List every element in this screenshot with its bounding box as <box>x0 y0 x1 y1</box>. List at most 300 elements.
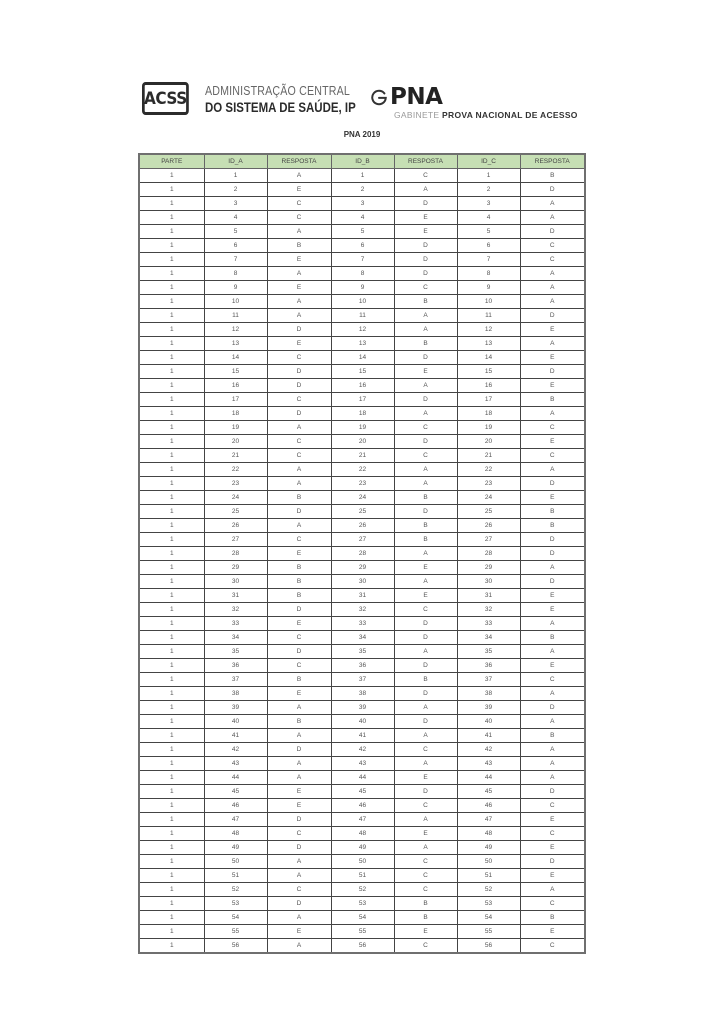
id-a-cell: 23 <box>204 477 267 491</box>
table-row <box>139 673 585 687</box>
resposta-a-cell: C <box>267 351 331 365</box>
id-a-cell: 45 <box>204 785 267 799</box>
table-row <box>139 687 585 701</box>
parte-cell: 1 <box>139 547 204 561</box>
resposta-a-cell: B <box>267 673 331 687</box>
parte-cell: 1 <box>139 295 204 309</box>
parte-cell: 1 <box>139 491 204 505</box>
resposta-c-cell: D <box>520 183 585 197</box>
id-b-cell: 30 <box>331 575 394 589</box>
resposta-b-cell: A <box>394 757 457 771</box>
parte-cell: 1 <box>139 421 204 435</box>
id-c-cell: 35 <box>457 645 520 659</box>
id-a-cell: 40 <box>204 715 267 729</box>
id-a-cell: 48 <box>204 827 267 841</box>
id-a-cell: 42 <box>204 743 267 757</box>
resposta-b-cell: A <box>394 477 457 491</box>
id-a-cell: 29 <box>204 561 267 575</box>
resposta-c-cell: E <box>520 603 585 617</box>
id-c-cell: 56 <box>457 939 520 954</box>
id-a-cell: 44 <box>204 771 267 785</box>
resposta-c-cell: D <box>520 855 585 869</box>
resposta-b-cell: C <box>394 603 457 617</box>
resposta-c-cell: A <box>520 407 585 421</box>
id-b-cell: 23 <box>331 477 394 491</box>
resposta-c-cell: D <box>520 575 585 589</box>
resposta-b-cell: C <box>394 855 457 869</box>
id-a-cell: 1 <box>204 169 267 183</box>
id-c-cell: 48 <box>457 827 520 841</box>
parte-cell: 1 <box>139 561 204 575</box>
id-a-cell: 10 <box>204 295 267 309</box>
resposta-b-cell: D <box>394 253 457 267</box>
id-c-cell: 27 <box>457 533 520 547</box>
resposta-c-cell: E <box>520 841 585 855</box>
acss-logo-mark: ACSS <box>142 82 189 115</box>
id-a-cell: 2 <box>204 183 267 197</box>
id-b-cell: 32 <box>331 603 394 617</box>
id-a-cell: 21 <box>204 449 267 463</box>
resposta-b-cell: E <box>394 925 457 939</box>
id-b-cell: 44 <box>331 771 394 785</box>
id-b-cell: 14 <box>331 351 394 365</box>
table-row <box>139 351 585 365</box>
id-c-cell: 5 <box>457 225 520 239</box>
id-a-cell: 4 <box>204 211 267 225</box>
resposta-b-cell: A <box>394 379 457 393</box>
id-a-cell: 3 <box>204 197 267 211</box>
resposta-c-cell: A <box>520 267 585 281</box>
id-c-cell: 12 <box>457 323 520 337</box>
id-b-cell: 42 <box>331 743 394 757</box>
resposta-c-cell: A <box>520 687 585 701</box>
table-row <box>139 533 585 547</box>
id-b-cell: 7 <box>331 253 394 267</box>
id-b-cell: 49 <box>331 841 394 855</box>
id-c-cell: 21 <box>457 449 520 463</box>
resposta-b-cell: A <box>394 309 457 323</box>
resposta-c-cell: A <box>520 281 585 295</box>
id-c-cell: 47 <box>457 813 520 827</box>
pna-logo-word: PNA <box>390 84 443 110</box>
id-a-cell: 55 <box>204 925 267 939</box>
resposta-b-cell: D <box>394 505 457 519</box>
id-a-cell: 6 <box>204 239 267 253</box>
id-b-cell: 16 <box>331 379 394 393</box>
resposta-b-cell: E <box>394 827 457 841</box>
resposta-c-cell: A <box>520 645 585 659</box>
resposta-b-cell: D <box>394 785 457 799</box>
resposta-b-cell: E <box>394 225 457 239</box>
table-row <box>139 253 585 267</box>
id-a-cell: 33 <box>204 617 267 631</box>
resposta-b-cell: D <box>394 659 457 673</box>
resposta-a-cell: D <box>267 897 331 911</box>
parte-cell: 1 <box>139 799 204 813</box>
parte-cell: 1 <box>139 939 204 954</box>
resposta-a-cell: D <box>267 841 331 855</box>
table-row <box>139 337 585 351</box>
id-c-cell: 23 <box>457 477 520 491</box>
resposta-c-cell: C <box>520 799 585 813</box>
parte-cell: 1 <box>139 533 204 547</box>
resposta-c-cell: E <box>520 813 585 827</box>
resposta-a-cell: E <box>267 337 331 351</box>
table-row <box>139 477 585 491</box>
table-row <box>139 547 585 561</box>
parte-cell: 1 <box>139 505 204 519</box>
column-header-id-c: ID_C <box>457 154 520 169</box>
parte-cell: 1 <box>139 659 204 673</box>
acss-logo-text <box>205 84 356 114</box>
id-a-cell: 22 <box>204 463 267 477</box>
resposta-b-cell: D <box>394 239 457 253</box>
id-c-cell: 28 <box>457 547 520 561</box>
parte-cell: 1 <box>139 519 204 533</box>
resposta-b-cell: C <box>394 743 457 757</box>
resposta-b-cell: D <box>394 687 457 701</box>
id-b-cell: 39 <box>331 701 394 715</box>
id-c-cell: 19 <box>457 421 520 435</box>
resposta-c-cell: A <box>520 883 585 897</box>
id-c-cell: 8 <box>457 267 520 281</box>
table-row <box>139 323 585 337</box>
resposta-b-cell: C <box>394 939 457 954</box>
resposta-b-cell: B <box>394 491 457 505</box>
resposta-c-cell: E <box>520 659 585 673</box>
table-row <box>139 169 585 183</box>
table-body <box>139 169 585 954</box>
id-a-cell: 49 <box>204 841 267 855</box>
resposta-b-cell: C <box>394 883 457 897</box>
resposta-c-cell: A <box>520 211 585 225</box>
table-row <box>139 309 585 323</box>
resposta-c-cell: C <box>520 673 585 687</box>
parte-cell: 1 <box>139 897 204 911</box>
parte-cell: 1 <box>139 267 204 281</box>
resposta-a-cell: D <box>267 813 331 827</box>
resposta-c-cell: B <box>520 393 585 407</box>
id-a-cell: 18 <box>204 407 267 421</box>
resposta-c-cell: A <box>520 463 585 477</box>
resposta-c-cell: A <box>520 757 585 771</box>
resposta-c-cell: C <box>520 827 585 841</box>
id-b-cell: 11 <box>331 309 394 323</box>
id-c-cell: 10 <box>457 295 520 309</box>
resposta-a-cell: E <box>267 183 331 197</box>
parte-cell: 1 <box>139 197 204 211</box>
table-row <box>139 225 585 239</box>
resposta-c-cell: D <box>520 477 585 491</box>
resposta-c-cell: C <box>520 939 585 954</box>
parte-cell: 1 <box>139 589 204 603</box>
id-b-cell: 5 <box>331 225 394 239</box>
resposta-b-cell: E <box>394 561 457 575</box>
resposta-b-cell: D <box>394 393 457 407</box>
table-row <box>139 631 585 645</box>
id-c-cell: 11 <box>457 309 520 323</box>
resposta-c-cell: A <box>520 771 585 785</box>
id-b-cell: 28 <box>331 547 394 561</box>
id-b-cell: 27 <box>331 533 394 547</box>
id-c-cell: 37 <box>457 673 520 687</box>
resposta-a-cell: A <box>267 701 331 715</box>
id-c-cell: 17 <box>457 393 520 407</box>
resposta-c-cell: E <box>520 589 585 603</box>
resposta-a-cell: E <box>267 547 331 561</box>
id-b-cell: 3 <box>331 197 394 211</box>
resposta-c-cell: A <box>520 561 585 575</box>
id-c-cell: 16 <box>457 379 520 393</box>
resposta-c-cell: D <box>520 785 585 799</box>
resposta-b-cell: A <box>394 813 457 827</box>
parte-cell: 1 <box>139 869 204 883</box>
id-a-cell: 46 <box>204 799 267 813</box>
id-a-cell: 12 <box>204 323 267 337</box>
resposta-a-cell: D <box>267 505 331 519</box>
resposta-a-cell: A <box>267 169 331 183</box>
id-c-cell: 30 <box>457 575 520 589</box>
table-row <box>139 295 585 309</box>
table-row <box>139 505 585 519</box>
parte-cell: 1 <box>139 911 204 925</box>
resposta-a-cell: A <box>267 309 331 323</box>
resposta-a-cell: E <box>267 925 331 939</box>
id-b-cell: 20 <box>331 435 394 449</box>
id-a-cell: 35 <box>204 645 267 659</box>
column-header-id-a: ID_A <box>204 154 267 169</box>
id-b-cell: 55 <box>331 925 394 939</box>
id-a-cell: 51 <box>204 869 267 883</box>
id-c-cell: 34 <box>457 631 520 645</box>
id-c-cell: 2 <box>457 183 520 197</box>
table-row <box>139 855 585 869</box>
parte-cell: 1 <box>139 771 204 785</box>
resposta-c-cell: E <box>520 323 585 337</box>
resposta-c-cell: B <box>520 911 585 925</box>
resposta-c-cell: E <box>520 351 585 365</box>
resposta-b-cell: E <box>394 211 457 225</box>
id-a-cell: 24 <box>204 491 267 505</box>
id-b-cell: 19 <box>331 421 394 435</box>
id-b-cell: 52 <box>331 883 394 897</box>
resposta-b-cell: B <box>394 673 457 687</box>
table-row <box>139 393 585 407</box>
id-a-cell: 54 <box>204 911 267 925</box>
pna-g-icon <box>370 88 388 106</box>
parte-cell: 1 <box>139 603 204 617</box>
id-c-cell: 45 <box>457 785 520 799</box>
id-c-cell: 44 <box>457 771 520 785</box>
id-a-cell: 47 <box>204 813 267 827</box>
table-row <box>139 743 585 757</box>
column-header-resposta-b: RESPOSTA <box>394 154 457 169</box>
id-b-cell: 22 <box>331 463 394 477</box>
resposta-c-cell: C <box>520 421 585 435</box>
id-b-cell: 48 <box>331 827 394 841</box>
id-b-cell: 18 <box>331 407 394 421</box>
resposta-b-cell: A <box>394 645 457 659</box>
resposta-b-cell: C <box>394 421 457 435</box>
parte-cell: 1 <box>139 225 204 239</box>
table-row <box>139 575 585 589</box>
id-c-cell: 39 <box>457 701 520 715</box>
parte-cell: 1 <box>139 463 204 477</box>
resposta-b-cell: D <box>394 351 457 365</box>
resposta-a-cell: A <box>267 225 331 239</box>
table-row <box>139 435 585 449</box>
resposta-b-cell: A <box>394 547 457 561</box>
resposta-b-cell: D <box>394 617 457 631</box>
resposta-c-cell: B <box>520 631 585 645</box>
resposta-a-cell: D <box>267 743 331 757</box>
id-a-cell: 27 <box>204 533 267 547</box>
table-row <box>139 883 585 897</box>
id-b-cell: 47 <box>331 813 394 827</box>
resposta-c-cell: E <box>520 925 585 939</box>
id-b-cell: 34 <box>331 631 394 645</box>
resposta-a-cell: C <box>267 533 331 547</box>
id-a-cell: 15 <box>204 365 267 379</box>
parte-cell: 1 <box>139 855 204 869</box>
resposta-c-cell: A <box>520 617 585 631</box>
id-b-cell: 50 <box>331 855 394 869</box>
id-a-cell: 37 <box>204 673 267 687</box>
resposta-c-cell: B <box>520 505 585 519</box>
resposta-c-cell: B <box>520 729 585 743</box>
resposta-b-cell: C <box>394 799 457 813</box>
id-c-cell: 7 <box>457 253 520 267</box>
resposta-a-cell: C <box>267 197 331 211</box>
resposta-a-cell: D <box>267 323 331 337</box>
table-row <box>139 617 585 631</box>
id-c-cell: 32 <box>457 603 520 617</box>
resposta-c-cell: C <box>520 239 585 253</box>
resposta-a-cell: E <box>267 785 331 799</box>
id-a-cell: 25 <box>204 505 267 519</box>
table-row <box>139 911 585 925</box>
id-b-cell: 45 <box>331 785 394 799</box>
resposta-b-cell: E <box>394 589 457 603</box>
resposta-a-cell: D <box>267 379 331 393</box>
table-row <box>139 239 585 253</box>
parte-cell: 1 <box>139 575 204 589</box>
id-a-cell: 34 <box>204 631 267 645</box>
table-row <box>139 757 585 771</box>
id-a-cell: 56 <box>204 939 267 954</box>
id-c-cell: 52 <box>457 883 520 897</box>
resposta-a-cell: B <box>267 491 331 505</box>
resposta-b-cell: A <box>394 407 457 421</box>
resposta-a-cell: B <box>267 715 331 729</box>
parte-cell: 1 <box>139 239 204 253</box>
parte-cell: 1 <box>139 757 204 771</box>
id-c-cell: 43 <box>457 757 520 771</box>
id-c-cell: 36 <box>457 659 520 673</box>
id-a-cell: 14 <box>204 351 267 365</box>
id-a-cell: 16 <box>204 379 267 393</box>
id-c-cell: 53 <box>457 897 520 911</box>
table-row <box>139 659 585 673</box>
acss-name-line1: ADMINISTRAÇÃO CENTRAL <box>205 83 351 98</box>
id-a-cell: 31 <box>204 589 267 603</box>
id-a-cell: 53 <box>204 897 267 911</box>
id-b-cell: 9 <box>331 281 394 295</box>
acss-name-line2: DO SISTEMA DE SAÚDE, IP <box>205 99 356 115</box>
resposta-a-cell: A <box>267 939 331 954</box>
id-a-cell: 17 <box>204 393 267 407</box>
resposta-b-cell: A <box>394 323 457 337</box>
resposta-c-cell: D <box>520 225 585 239</box>
id-b-cell: 25 <box>331 505 394 519</box>
column-header-parte: PARTE <box>139 154 204 169</box>
parte-cell: 1 <box>139 393 204 407</box>
resposta-b-cell: C <box>394 169 457 183</box>
resposta-b-cell: B <box>394 337 457 351</box>
id-c-cell: 46 <box>457 799 520 813</box>
table-row <box>139 589 585 603</box>
parte-cell: 1 <box>139 631 204 645</box>
resposta-b-cell: C <box>394 281 457 295</box>
id-c-cell: 38 <box>457 687 520 701</box>
id-c-cell: 49 <box>457 841 520 855</box>
resposta-a-cell: C <box>267 883 331 897</box>
resposta-b-cell: A <box>394 729 457 743</box>
resposta-c-cell: C <box>520 897 585 911</box>
column-header-id-b: ID_B <box>331 154 394 169</box>
table-row <box>139 715 585 729</box>
resposta-c-cell: E <box>520 435 585 449</box>
table-row <box>139 841 585 855</box>
resposta-c-cell: C <box>520 253 585 267</box>
resposta-a-cell: B <box>267 561 331 575</box>
resposta-c-cell: B <box>520 169 585 183</box>
resposta-b-cell: D <box>394 435 457 449</box>
id-c-cell: 25 <box>457 505 520 519</box>
pna-logo-mark <box>370 85 442 109</box>
resposta-a-cell: B <box>267 239 331 253</box>
parte-cell: 1 <box>139 701 204 715</box>
resposta-a-cell: A <box>267 911 331 925</box>
resposta-b-cell: A <box>394 463 457 477</box>
id-c-cell: 1 <box>457 169 520 183</box>
table-row <box>139 603 585 617</box>
id-c-cell: 40 <box>457 715 520 729</box>
id-a-cell: 38 <box>204 687 267 701</box>
id-a-cell: 50 <box>204 855 267 869</box>
table-row <box>139 813 585 827</box>
id-c-cell: 18 <box>457 407 520 421</box>
id-a-cell: 19 <box>204 421 267 435</box>
id-c-cell: 26 <box>457 519 520 533</box>
parte-cell: 1 <box>139 365 204 379</box>
id-c-cell: 33 <box>457 617 520 631</box>
id-a-cell: 20 <box>204 435 267 449</box>
parte-cell: 1 <box>139 785 204 799</box>
resposta-b-cell: D <box>394 197 457 211</box>
resposta-c-cell: E <box>520 379 585 393</box>
resposta-a-cell: C <box>267 449 331 463</box>
table-row <box>139 407 585 421</box>
table-row <box>139 799 585 813</box>
resposta-c-cell: C <box>520 449 585 463</box>
id-b-cell: 43 <box>331 757 394 771</box>
resposta-c-cell: A <box>520 743 585 757</box>
table-row <box>139 869 585 883</box>
id-a-cell: 32 <box>204 603 267 617</box>
table-row <box>139 827 585 841</box>
parte-cell: 1 <box>139 435 204 449</box>
